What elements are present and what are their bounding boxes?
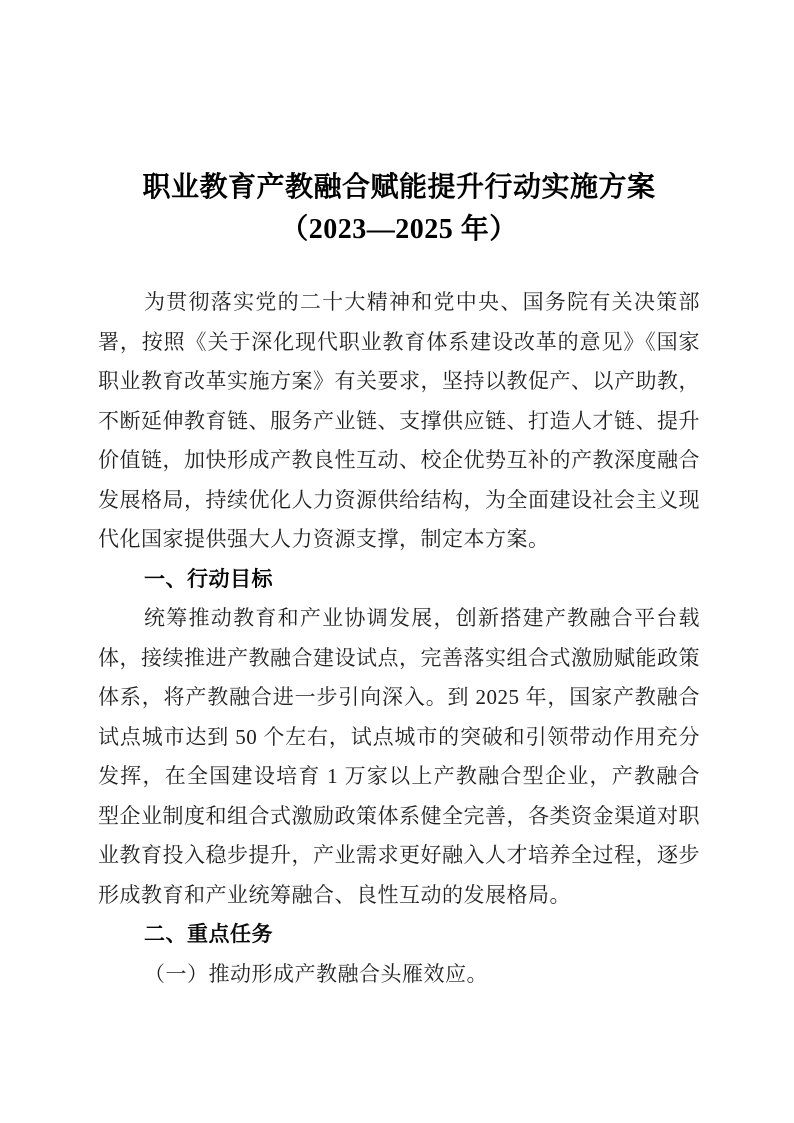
document-title xyxy=(98,167,700,251)
paragraph-preamble: 为贯彻落实党的二十大精神和党中央、国务院有关决策部署，按照《关于深化现代职业教育体系建设改革的意见》《国家职业教育改革实施方案》有关要求，坚持以教促产、以产助教，不断延伸教育链、服务产业链、支撑供应链、打造人才链、提升价值链，加快形成产教良性互动、校企优势互补的产教深度融合发展格局，持续优化人力资源供给结构，为全面建设社会主义现代化国家提供强大人力资源支撑，制定本方案。 xyxy=(98,290,700,551)
section-heading-1-action-goals: 一、行动目标 xyxy=(144,567,273,591)
subsection-heading-1-head-goose-effect: （一）推动形成产教融合头雁效应。 xyxy=(144,961,488,986)
paragraph-action-goals: 统筹推动教育和产业协调发展，创新搭建产教融合平台载体，接续推进产教融合建设试点，完善落实组合式激励赋能政策体系，将产教融合进一步引向深入。到 2025 年，国家产教融合试点城市达到 50 个左右，试点城市的突破和引领带动作用充分发挥，在全国建设培育 1 万家以上产教融合型企业，产教融合型企业制度和组合式激励政策体系健全完善，各类资金渠道对职业教育投入稳步提升，产业需求更好融入人才培养全过程，逐步形成教育和产业统筹融合、良性互动的发展格局。 xyxy=(98,606,700,907)
document-title-line2: （2023—2025 年） xyxy=(280,214,518,245)
section-heading-2-key-tasks: 二、重点任务 xyxy=(144,923,273,946)
document-title-line1: 职业教育产教融合赋能提升行动实施方案 xyxy=(142,172,656,203)
document-body xyxy=(98,283,700,994)
